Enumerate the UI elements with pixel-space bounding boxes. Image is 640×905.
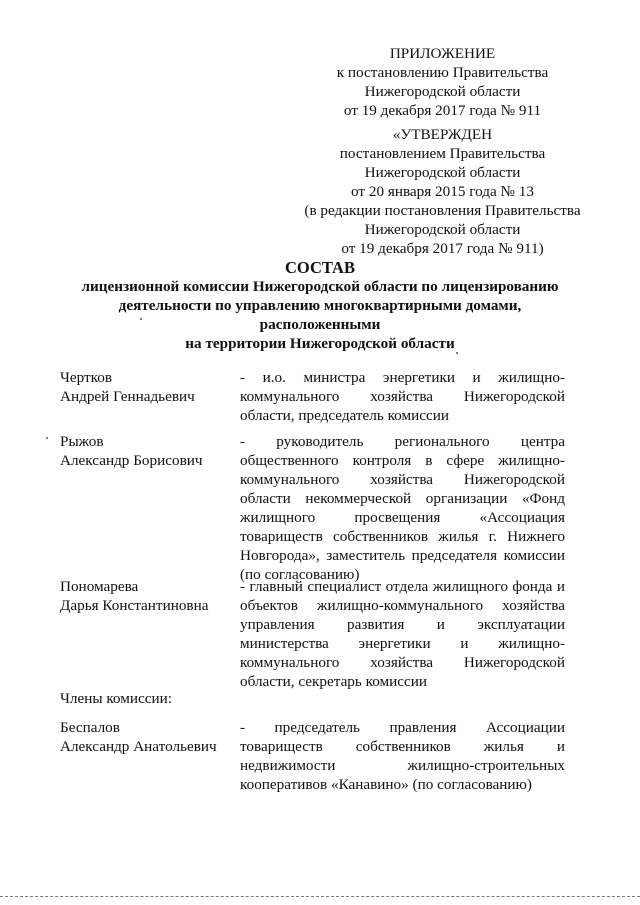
approved-line: Нижегородской области: [364, 221, 521, 238]
member-entry: [60, 368, 565, 425]
member-surname: Чертков: [60, 369, 113, 386]
member-role: - и.о. министра энергетики и жилищно-коммунального хозяйства Нижегородской области, председатель комиссии: [240, 369, 565, 424]
appendix-block: [330, 44, 555, 120]
member-name: [60, 718, 232, 794]
member-role: - главный специалист отдела жилищного фонда и объектов жилищно-коммунального хозяйства управления развития и эксплуатации министерства энергетики и жилищно-коммунального хозяйства Нижегородской области, секретарь комиссии: [240, 578, 565, 690]
scan-edge-line: [0, 896, 640, 898]
approved-line: постановлением Правительства: [339, 145, 546, 162]
member-surname: Беспалов: [60, 719, 120, 736]
member-given-name: Дарья Константиновна: [60, 597, 209, 614]
scan-speck: [456, 352, 458, 354]
approved-line: от 19 декабря 2017 года № 911): [341, 240, 544, 257]
member-role: - руководитель регионального центра общественного контроля в сфере жилищно-коммунального хозяйства Нижегородской области некоммерческой организации «Фонд жилищного просвещения «Ассоциация товариществ собственников жилья г. Нижнего Новгорода», заместитель председателя комиссии (по согласованию): [240, 433, 565, 583]
member-given-name: Андрей Геннадьевич: [60, 388, 195, 405]
member-name: [60, 432, 232, 584]
document-title: [60, 258, 580, 353]
approved-line: Нижегородской области: [364, 164, 521, 181]
scan-speck: [46, 437, 48, 439]
member-name: [60, 577, 232, 691]
member-given-name: Александр Борисович: [60, 452, 203, 469]
member-entry: [60, 432, 565, 584]
approved-line: (в редакции постановления Правительства: [304, 202, 581, 219]
title-main: СОСТАВ: [285, 258, 355, 277]
appendix-heading: ПРИЛОЖЕНИЕ: [389, 45, 496, 62]
member-surname: Рыжов: [60, 433, 104, 450]
title-line: лицензионной комиссии Нижегородской области по лицензированию: [81, 278, 559, 295]
title-line: деятельности по управлению многоквартирными домами, расположенными: [118, 297, 522, 333]
appendix-line: к постановлению Правительства: [336, 64, 549, 81]
members-label: Члены комиссии:: [60, 690, 172, 707]
member-role: - председатель правления Ассоциации товариществ собственников жилья и недвижимости жилищно-строительных кооперативов «Канавино» (по согласованию): [240, 719, 565, 793]
member-entry: [60, 577, 565, 691]
approved-line: от 20 января 2015 года № 13: [351, 183, 534, 200]
member-surname: Пономарева: [60, 578, 139, 595]
approved-block: [300, 125, 585, 258]
member-name: [60, 368, 232, 425]
member-entry: [60, 718, 565, 794]
member-given-name: Александр Анатольевич: [60, 738, 217, 755]
approved-line: «УТВЕРЖДЕН: [392, 126, 493, 143]
title-line: на территории Нижегородской области: [185, 335, 455, 352]
appendix-line: от 19 декабря 2017 года № 911: [343, 102, 542, 119]
appendix-line: Нижегородской области: [364, 83, 521, 100]
scan-speck: [140, 318, 142, 320]
